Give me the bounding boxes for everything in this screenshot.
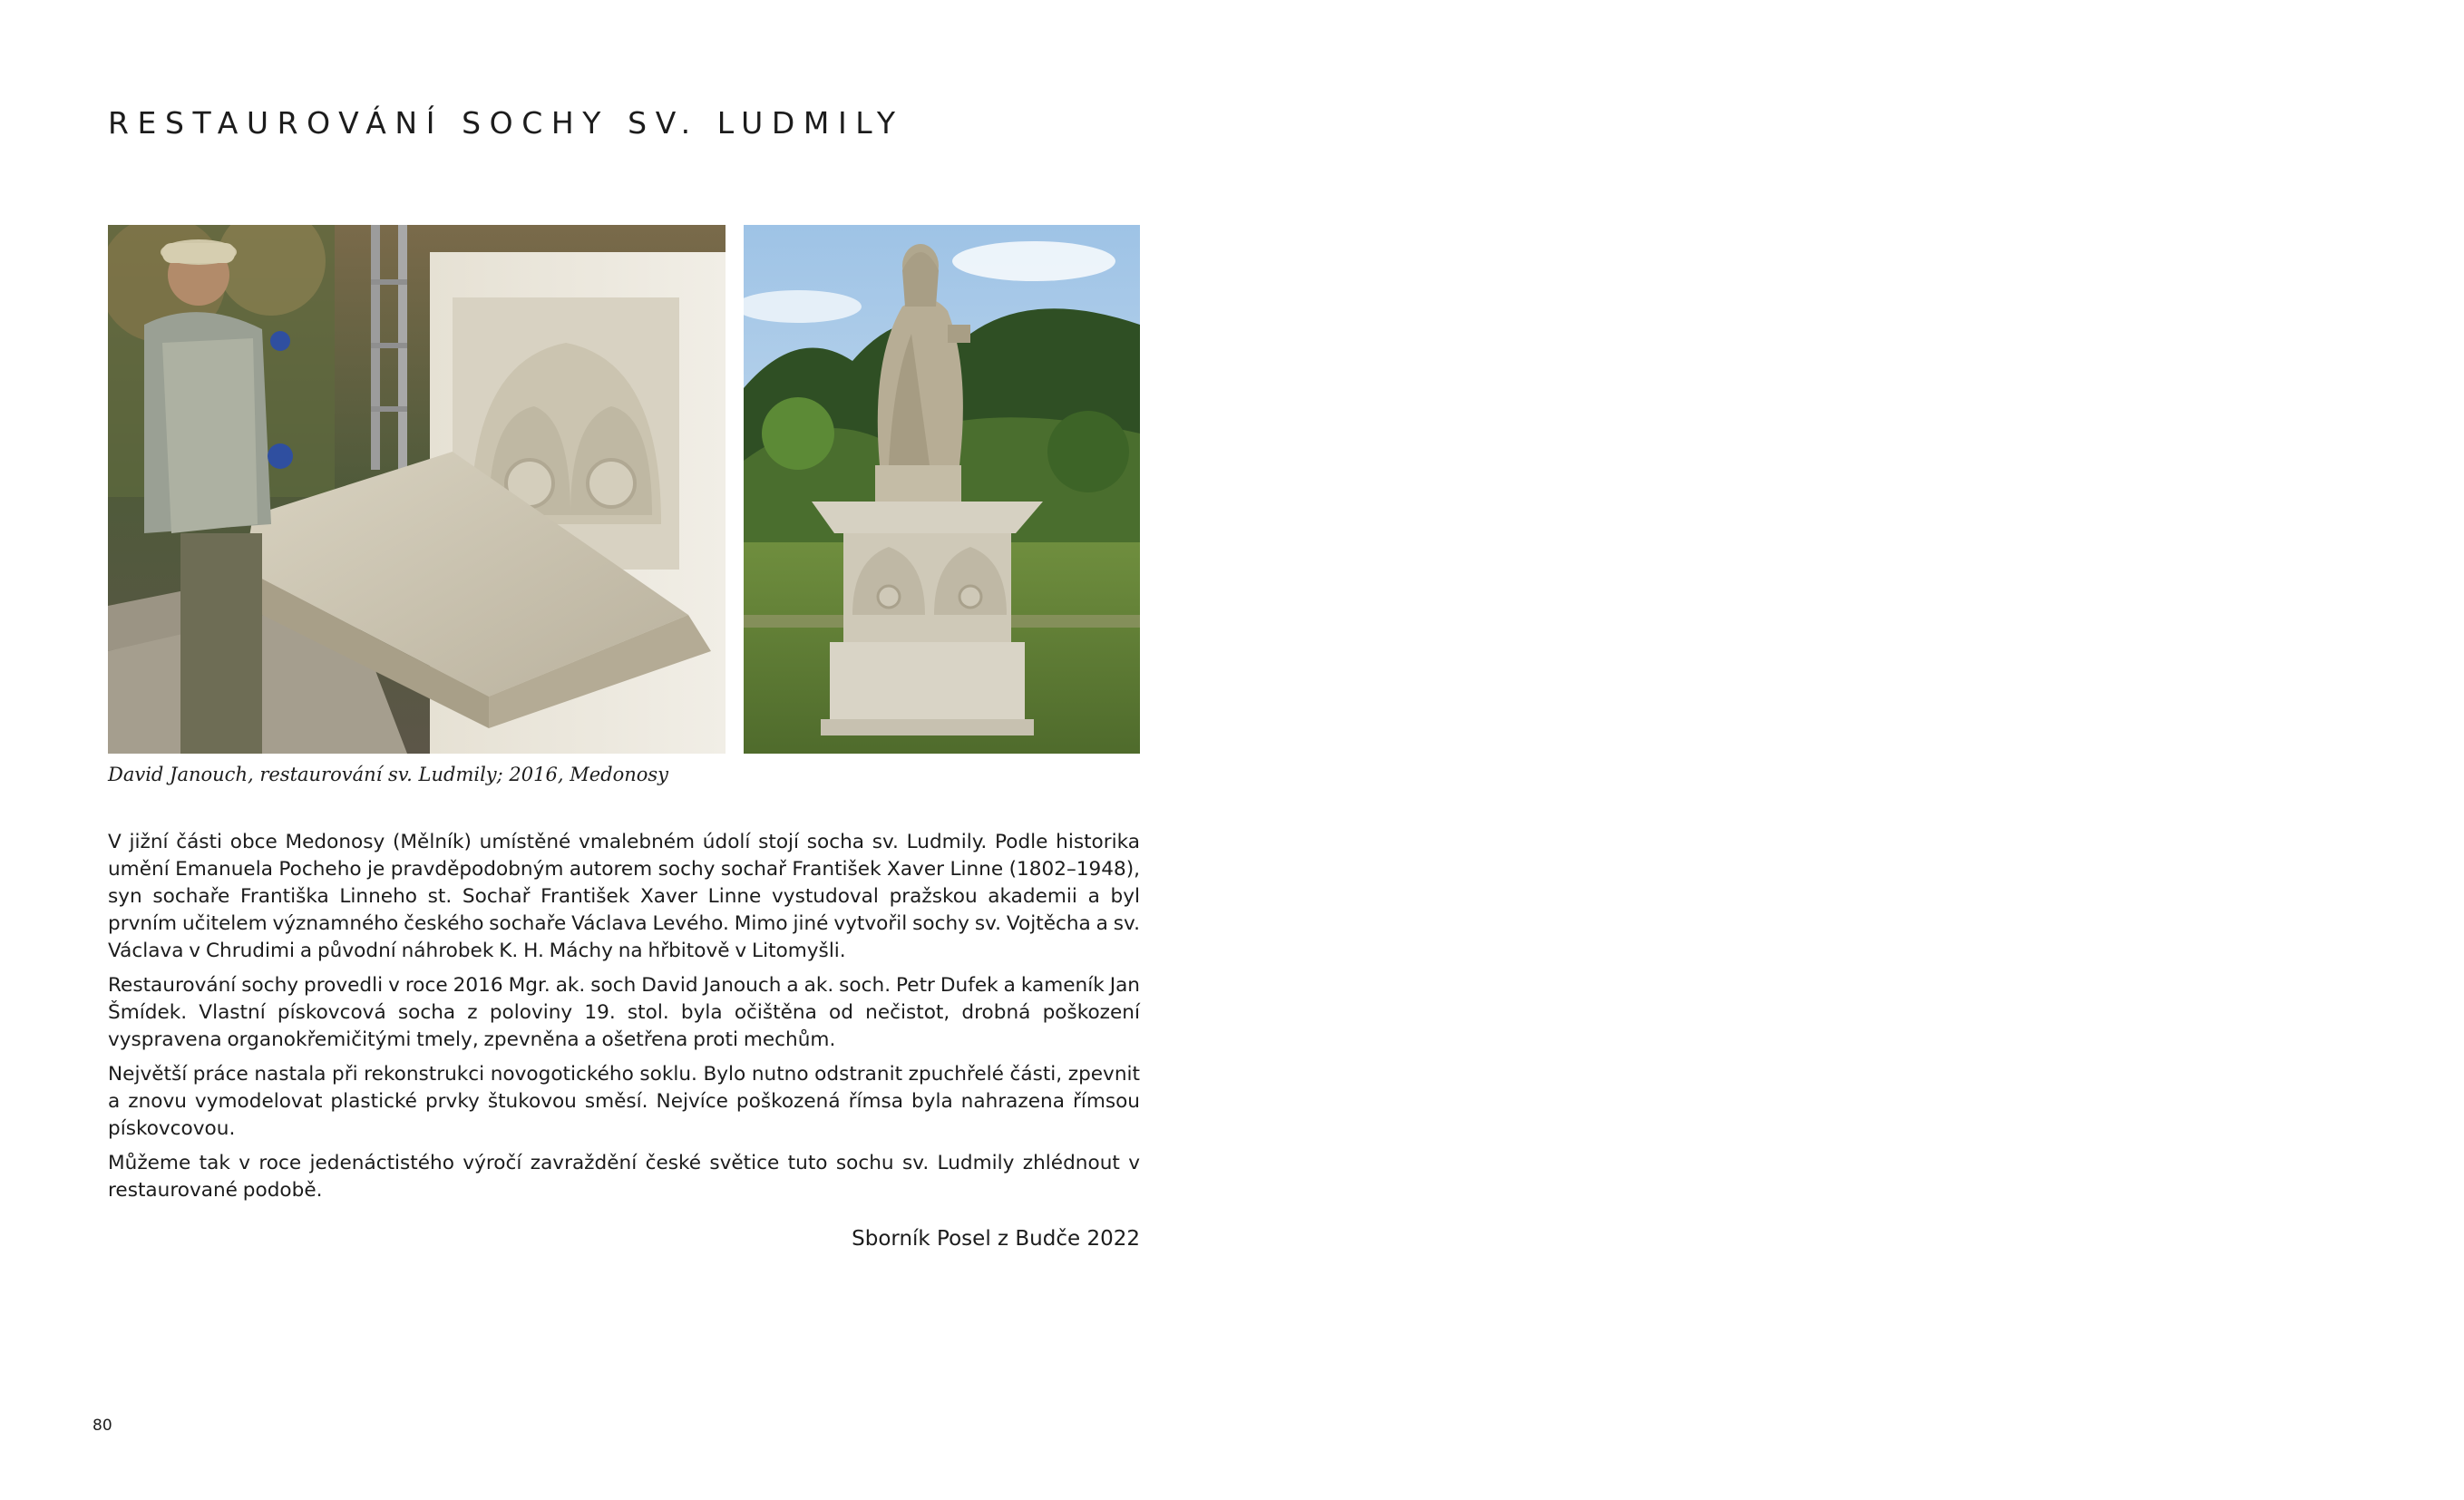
source-credit: Sborník Posel z Budče 2022 bbox=[852, 1227, 1140, 1251]
paragraph: Restaurování sochy provedli v roce 2016 Mgr. ak. soch David Janouch a ak. soch. Petr Dufek a kameník Jan Šmídek. Vlastní pískovcová socha z poloviny 19. stol. byla očištěna od nečistot, drobná poškození vyspravena organokřemičitými tmely, zpevněna a ošetřena proti mechům. bbox=[108, 974, 1140, 1051]
article-body bbox=[108, 829, 1140, 1212]
statue-of-st-ludmila-photo bbox=[744, 225, 1140, 754]
paragraph: Můžeme tak v roce jedenáctistého výročí zavraždění české světice tuto sochu sv. Ludmily zhlédnout v restaurované podobě. bbox=[108, 1152, 1140, 1202]
page-title: RESTAUROVÁNÍ SOCHY SV. LUDMILY bbox=[108, 105, 904, 141]
paragraph: V jižní části obce Medonosy (Mělník) umístěné vmalebném údolí stojí socha sv. Ludmily. Podle historika umění Emanuela Pocheho je pravděpodobným autorem sochy sochař František Xaver Linne (1802–1948), syn sochaře Františka Linneho st. Sochař František Xaver Linne vystudoval pražskou akademii a byl prvním učitelem významného českého sochaře Václava Levého. Mimo jiné vytvořil sochy sv. Vojtěcha a sv. Václava v Chrudimi a původní náhrobek K. H. Máchy na hřbitově v Litomyšli. bbox=[108, 831, 1140, 962]
photo-caption: David Janouch, restaurování sv. Ludmily; 2016, Medonosy bbox=[108, 764, 669, 785]
restorer-with-plinth-photo bbox=[108, 225, 726, 754]
paragraph: Největší práce nastala při rekonstrukci novogotického soklu. Bylo nutno odstranit zpuchřelé části, zpevnit a znovu vymodelovat plastické prvky štukovou směsí. Nejvíce poškozená římsa byla nahrazena římsou pískovcovou. bbox=[108, 1063, 1140, 1140]
page-number: 80 bbox=[93, 1417, 112, 1435]
